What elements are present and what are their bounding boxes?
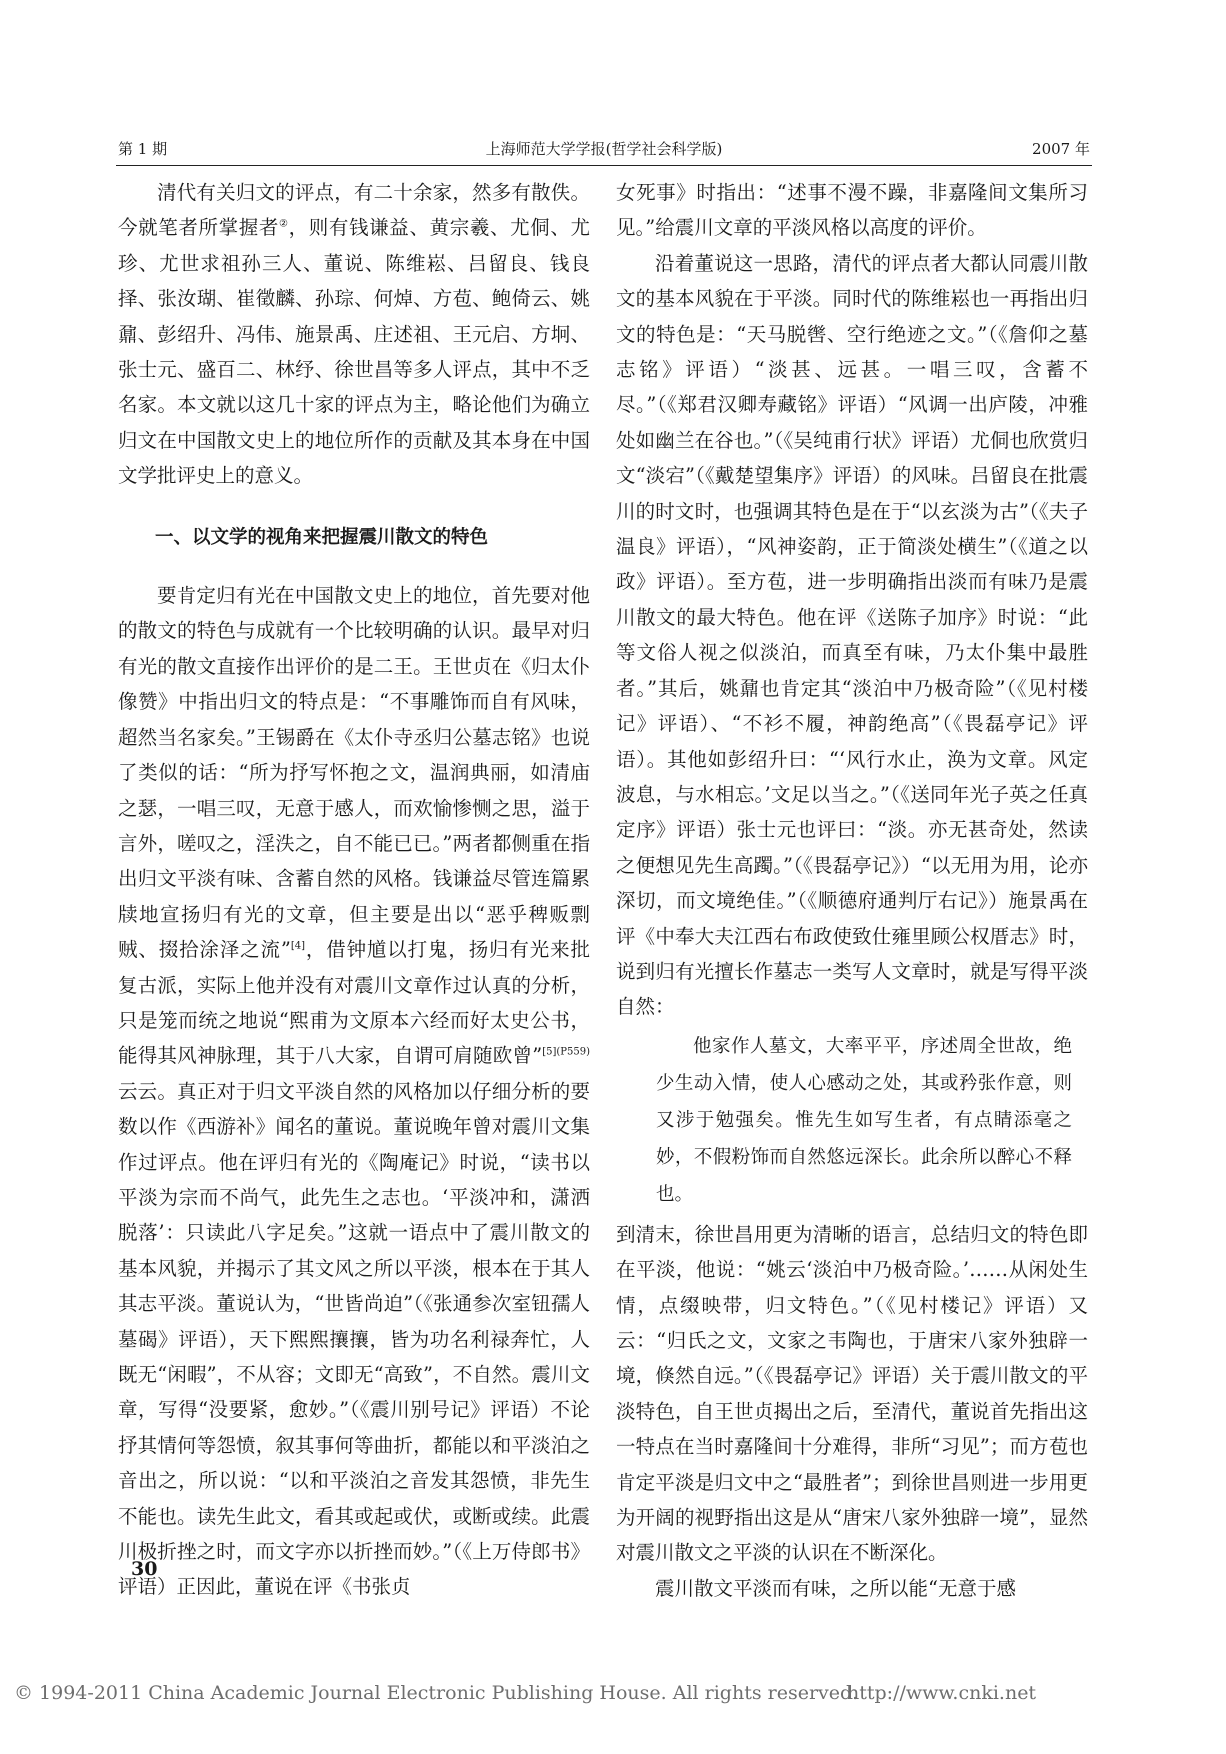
body-text: ，借钟馗以打鬼，扬归有光来批复古派，实际上他并没有对震川文章作过认真的分析，只是笼而统之地说“熙甫为文原本六经而好太史公书，能得其风神脉理，其于八大家，自谓可肩随欧曾” (118, 938, 590, 1068)
intro-text-continued: ，则有钱谦益、黄宗羲、尤侗、尤珍、尤世求祖孙三人、董说、陈维崧、吕留良、钱良择、张汝瑚、崔徵麟、孙琮、何焯、方苞、鲍倚云、姚鼐、彭绍升、冯伟、施景禹、庄述祖、王元启、方坰、张士元、盛百二、林纾、徐世昌等多人评点，其中不乏名家。本文就以这几十家的评点为主，略论他们为确立归文在中国散文史上的地位所作的贡献及其本身在中国文学批评史上的意义。 (118, 216, 590, 488)
body-text: 要肯定归有光在中国散文史上的地位，首先要对他的散文的特色与成就有一个比较明确的认识。最早对归有光的散文直接作出评价的是二王。王世贞在《归太仆像赞》中指出归文的特点是：“不事雕饰而自有风味，超然当名家矣。”王锡爵在《太仆寺丞归公墓志铭》也说了类似的话：“所为抒写怀抱之文，温润典丽，如清庙之瑟，一唱三叹，无意于感人，而欢愉惨恻之思，溢于言外，嗟叹之，淫泆之，自不能已已。”两者都侧重在指出归文平淡有味、含蓄自然的风格。钱谦益尽管连篇累牍地宣扬归有光的文章，但主要是出以“恶乎稗贩剽贼、掇拾涂泽之流” (118, 584, 590, 962)
journal-title: 上海师范大学学报(哲学社会科学版) (485, 140, 723, 158)
continued-paragraph: 女死事》时指出：“述事不漫不躁，非嘉隆间文集所习见。”给震川文章的平淡风格以高度的评价。 (616, 181, 1088, 240)
footnote-marker[interactable]: ② (279, 218, 289, 230)
header-divider (116, 165, 1092, 166)
publication-year: 2007 年 (1032, 140, 1090, 158)
intro-text: 清代有关归文的评点，有二十余家，然多有散佚。今就笔者所掌握者 (118, 181, 590, 240)
body-paragraph (118, 578, 590, 1605)
block-quotation: 他家作人墓文，大率平平，序述周全世故，绝少生动入情，使人心感动之处，其或矜张作意，则又涉于勉强矣。惟先生如写生者，有点睛添毫之妙，不假粉饰而自然悠远深长。此余所以醉心不释也。 (656, 1035, 1072, 1205)
body-paragraph: 到清末，徐世昌用更为清晰的语言，总结归文的特色即在平淡，他说：“姚云‘淡泊中乃极奇险。’……从闲处生情，点缀映带，归文特色。”（《见村楼记》评语）又云：“归氏之文，文家之韦陶也，于唐宋八家外独辟一境，倏然自远。”（《畏磊亭记》评语）关于震川散文的平淡特色，自王世贞揭出之后，至清代，董说首先指出这一特点在当时嘉隆间十分难得，非所“习见”；而方苞也肯定平淡是归文中之“最胜者”；到徐世昌则进一步用更为开阔的视野指出这是从“唐宋八家外独辟一境”，显然对震川散文之平淡的认识在不断深化。 (616, 1222, 1088, 1565)
body-paragraph: 沿着董说这一思路，清代的评点者大都认同震川散文的基本风貌在于平淡。同时代的陈维崧也一再指出归文的特色是：“天马脱辔、空行绝迹之文。”（《詹仰之墓志铭》评语）“淡甚、远甚。一唱三叹，含蓄不尽。”（《郑君汉卿寿藏铭》评语）“风调一出庐陵，冲雅处如幽兰在谷也。”（《吴纯甫行状》评语）尤侗也欣赏归文“淡宕”（《戴楚望集序》评语）的风味。吕留良在批震川的时文时，也强调其特色是在于“以玄淡为古”（《夫子温良》评语），“风神姿韵，正于简淡处横生”（《道之以政》评语）。至方苞，进一步明确指出淡而有味乃是震川散文的最大特色。他在评《送陈子加序》时说：“此等文俗人视之似淡泊，而真至有味，乃太仆集中最胜者。”其后，姚鼐也肯定其“淡泊中乃极奇险”（《见村楼记》评语）、“不衫不履，神韵绝高”（《畏磊亭记》评语）。其他如彭绍升曰：“‘风行水止，涣为文章。风定波息，与水相忘。’文足以当之。”（《送同年光子英之任真定序》评语）张士元也评曰：“淡。亦无甚奇处，然读之便想见先生高躅。”（《畏磊亭记》）“以无用为用，论亦深切，而文境绝佳。”（《顺德府通判厅右记》）施景禹在评《中奉大夫江西右布政使致仕雍里顾公权厝志》时，说到归有光擅长作墓志一类写人文章时，就是写得平淡自然： (616, 251, 1088, 1019)
publisher-link[interactable]: http://www.cnki.net (847, 1682, 1037, 1704)
page-number: 30 (131, 1558, 158, 1580)
reference-marker[interactable]: [4] (290, 940, 305, 952)
running-header (118, 136, 1090, 162)
reference-marker[interactable]: [5](P559) (542, 1046, 590, 1058)
right-column (616, 175, 1088, 1606)
issue-number: 第 1 期 (118, 140, 168, 158)
body-text: 云云。真正对于归文平淡自然的风格加以仔细分析的要数以作《西游补》闻名的董说。董说晚年曾对震川文集作过评点。他在评归有光的《陶庵记》时说，“读书以平淡为宗而不尚气，此先生之志也。‘平淡冲和，潇洒脱落’：只读此八字足矣。”这就一语点中了震川散文的基本风貌，并揭示了其文风之所以平淡，根本在于其人其志平淡。董说认为，“世皆尚迫”（《张通参次室钮孺人墓碣》评语），天下熙熙攘攘，皆为功名利禄奔忙，人既无“闲暇”，不从容；文即无“高致”，不自然。震川文章，写得“没要紧，愈妙。”（《震川别号记》评语）不论抒其情何等怨愤，叙其事何等曲折，都能以和平淡泊之音出之，所以说：“以和平淡泊之音发其怨愤，非先生不能也。读先生此文，看其或起或伏，或断或续。此震川极折挫之时，而文字亦以折挫而妙。”（《上万侍郎书》评语）正因此，董说在评《书张贞 (118, 1079, 590, 1599)
body-paragraph: 震川散文平淡而有味，之所以能“无意于感 (655, 1576, 1016, 1600)
intro-paragraph (118, 175, 590, 494)
left-column (118, 175, 590, 1605)
section-heading: 一、以文学的视角来把握震川散文的特色 (155, 526, 489, 548)
copyright-notice: © 1994-2011 China Academic Journal Electronic Publishing House. All rights reserved. (14, 1682, 859, 1704)
